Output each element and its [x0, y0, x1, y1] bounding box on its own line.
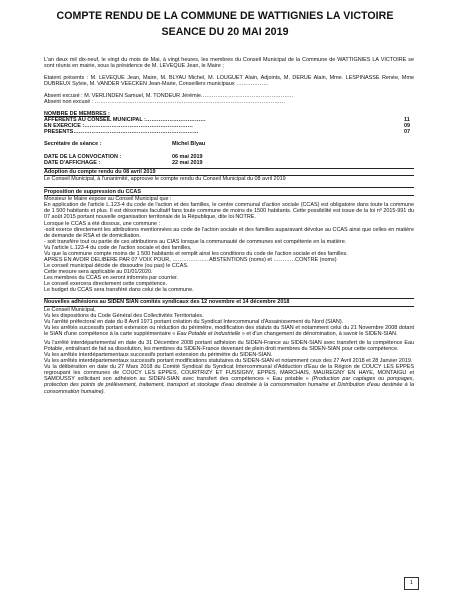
section-heading-minutes: Adoption du compte rendu du 08 avril 2019: [44, 168, 414, 177]
ccas-text: Le budget du CCAS sera transféré dans celui de la commune.: [44, 287, 194, 294]
ccas-text: Monsieur le Maire expose au Conseil Municipal que :: [44, 196, 172, 203]
siden-text: Vu les arrêtés interdépartementaux successifs portant modifications statutaires du SIDEN-SIAN et notamment ceux des 27 Avril 2018 et 28 Janvier 2019.: [44, 358, 413, 365]
attendees-present: Etaient présents : M. LEVEQUE Jean, Maire, M. BLYAU Michel, M. LOUGUET Alain, Adjoints, M. DERUE Alain, Mme. LESPINASSE Renée, Mme DUBREUX Sylvie, M. VANDER VEECKEN Jean-Marie, Conseillers municipaux ………………: [44, 75, 414, 88]
ccas-text: -soit exerce directement les attributions mentionnées au code de l'action sociale et des familles auparavant dévolue au CCAS ainsi que celles en matière de demande de RSA et de domiciliation.: [44, 226, 414, 239]
members-line: EN EXERCICE : …………………………………………………… 09: [44, 123, 411, 130]
members-line: PRESENTS …………………………………………………………… 07: [44, 129, 411, 136]
document-body: [44, 57, 414, 395]
ccas-text: Les membres du CCAS en seront informés par courrier.: [44, 274, 179, 281]
members-count-block: [44, 111, 414, 135]
siden-text: Vu l'arrêté interdépartemental en date du 31 Décembre 2008 portant adhésion du SIDEN-France au SIDEN-SIAN avec transfert de la compétence Eau Potable, entraînant de fait sa dissolution, les membres du SIDEN-France devenant de plein droit membres du SIDEN-SIAN pour cette compétence.: [44, 340, 414, 353]
siden-text: Vu les arrêtés successifs portant extension ou réduction du périmètre, modification des statuts du SIAN et notamment celui du 21 Novembre 2008 dotant le SIAN d'une compétence à la carte supplémentaire « Eau Potable et Industrielle » et d'un changement de dénomination, à savoir le SIDEN-SIAN.: [44, 325, 414, 338]
document-title: COMPTE RENDU DE LA COMMUNE DE WATTIGNIES LA VICTOIRE: [56, 10, 394, 22]
section-heading-siden-sian: Nouvelles adhésions au SIDEN SIAN comités syndicaux des 12 novembre et 14 décembre 2018: [44, 298, 414, 307]
siden-text: Vu les dispositions du Code Général des Collectivités Territoriales.: [44, 312, 204, 319]
minutes-approval-text: Le Conseil Municipal, à l'unanimité, approuve le compte rendu du Conseil Municipal du 08 avril 2019: [44, 176, 286, 183]
ccas-text: APRES EN AVOIR DELIBERE PAR 07 VOIX POUR, ……………….. ABSTENTIONS (noms) et …………CONTRE (noms): [44, 256, 337, 263]
ccas-text: Vu que la commune compte moins de 1 500 habitants et remplit ainsi les conditions du code de l'action sociale et des familles.: [44, 250, 348, 257]
ccas-text: Vu l'article L.123-4 du code de l'action sociale et des familles,: [44, 244, 192, 251]
ccas-text: Le conseil municipal décide de dissoudre (ou pas) le CCAS.: [44, 262, 189, 269]
secretary-row: Secrétaire de séance : Michel Blyau: [44, 141, 206, 148]
ccas-text: Lorsque le CCAS a été dissous, une commune :: [44, 220, 161, 227]
absent-excused: Absent excusé : M. VERLINDEN Samuel, M. TONDEUR Jérémie……………………………………………: [44, 93, 294, 100]
siden-text: Le Conseil Municipal,: [44, 306, 96, 313]
members-heading: NOMBRE DE MEMBRES :: [44, 111, 110, 118]
siden-text: Vu les arrêtés interdépartementaux successifs portant extension du périmètre du SIDEN-SIAN.: [44, 352, 273, 359]
ccas-text: - soit transfère tout ou partie de ces attributions au CIAS lorsque la communauté de communes est compétente en la matière.: [44, 238, 347, 245]
section-heading-ccas: Proposition de suppression du CCAS: [44, 187, 414, 196]
page-number: 1: [404, 577, 419, 590]
convocation-date-row: DATE DE LA CONVOCATION : 06 mai 2019: [44, 153, 203, 160]
siden-text: Vu l'arrêté préfectoral en date du 8 Avril 1971 portant création du Syndicat Intercommunal d'Assainissement du Nord (SIAN).: [44, 318, 344, 325]
ccas-text: En application de l'article L.123-4 du code de l'action et des familles, le centre communal d'action sociale (CCAS) est obligatoire dans toute la commune de 1 500 habitants et plus. Il est désormais facultatif fans toute commune de moins de 1500 habitants. Cette possibilité est issue de la loi nº 2015-991 du 07 août 2015 portant nouvelle organisation territoriale de la République, dite loi NOTRE.: [44, 202, 414, 221]
ccas-text: Le conseil exercera directement cette compétence.: [44, 280, 168, 287]
session-date-title: SEANCE DU 20 MAI 2019: [161, 26, 289, 38]
posting-date-row: DATE D'AFFICHAGE : 22 mai 2019: [44, 159, 203, 166]
siden-text: Vu la délibération en date du 27 Mars 2018 du Comité Syndical du Syndicat Intercommunal d'Adduction d'Eau de la Région de COUCY LES EPPES regroupant les communes de COUCY LES EPPES, COURTRIZY ET FUSSIGNY, EPPES, MARCHAIS, MAUREGNY EN HAYE, MONTAIGU et SAMOUSSY sollicitant son adhésion au SIDEN-SIAN avec transfert des compétences « Eau potable » (Production par captages ou pompages, protection des points de prélèvement, traitement, transport et stockage d'eau destinée à la consommation humaine et Distribution d'eau destinée à la consommation humaine).: [44, 364, 415, 395]
members-line: AFFERENTS AU CONSEIL MUNICIPAL : …………………………… 11: [44, 117, 410, 124]
intro-paragraph: L'an deux mil dix-neuf, le vingt du mois de Mai, à vingt heures, les membres du Conseil Municipal de la Commune de WATTIGNIES LA VICTOIRE se sont réunis en mairie, sous la présidence de M. LEVEQUE Jean, le Maire ;: [44, 57, 414, 70]
ccas-text: Cette mesure sera applicable au 01/01/2020.: [44, 268, 153, 275]
absent-not-excused: Absent non excusé : ……………………………………………………………………………………………: [44, 99, 286, 106]
